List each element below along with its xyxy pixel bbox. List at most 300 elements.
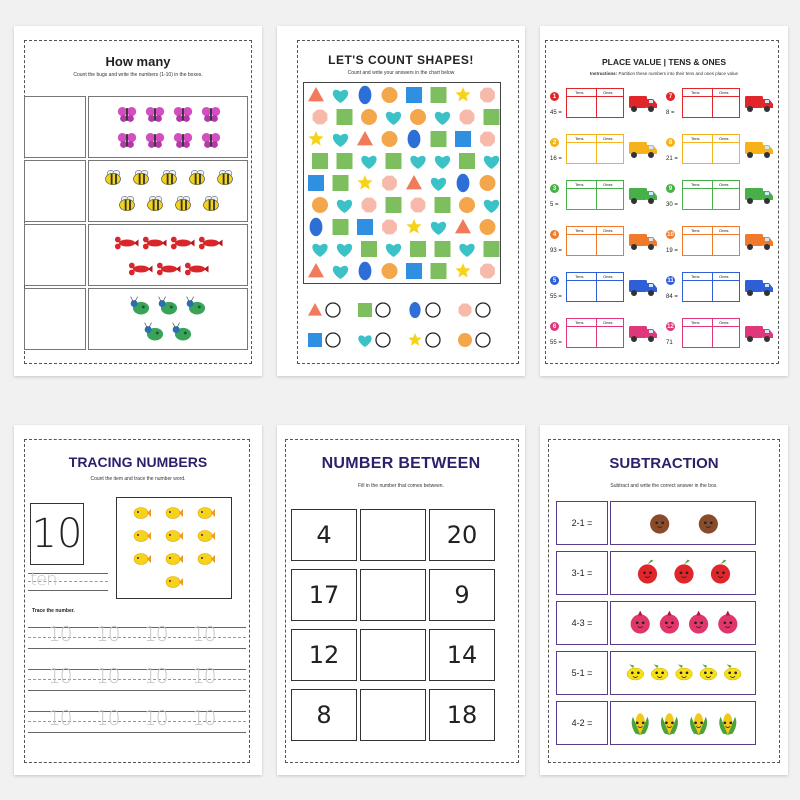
answer-box[interactable]: [360, 569, 426, 621]
number-to-partition: 84 =: [666, 294, 678, 300]
number-to-partition: 21 =: [666, 156, 678, 162]
heart-shape: [361, 156, 376, 169]
square-shape: [337, 109, 353, 125]
truck-icon: [744, 185, 774, 207]
fish-icon: [134, 554, 151, 565]
heart-shape: [431, 222, 446, 235]
instruction-text: Count the bugs and write the numbers (1-10) in the boxes.: [73, 72, 203, 78]
square-shape: [357, 219, 373, 235]
tens-header: Tens: [575, 228, 584, 233]
number-to-partition: 71: [666, 340, 673, 346]
trace-number: 10: [96, 622, 120, 646]
ones-header: Ones: [719, 320, 729, 325]
octagon-shape: [480, 264, 495, 279]
trace-guide: [28, 732, 246, 733]
chart-divider: [712, 319, 713, 347]
square-shape: [406, 87, 422, 103]
bug-picture-box: [88, 160, 248, 222]
triangle-shape: [308, 87, 324, 101]
bee-icon: [120, 196, 135, 210]
heart-shape: [435, 112, 450, 125]
lobster-icon: [129, 263, 153, 276]
page-title: LET'S COUNT SHAPES!: [328, 53, 474, 67]
circle-shape: [361, 109, 377, 125]
number-to-partition: 55 =: [550, 294, 562, 300]
answer-circle: [326, 303, 340, 317]
apple-icon: [711, 560, 730, 584]
square-shape: [333, 219, 349, 235]
oval-shape: [310, 218, 323, 236]
square-shape: [386, 153, 402, 169]
truck-icon: [628, 277, 658, 299]
chart-divider: [683, 142, 739, 143]
oval-shape: [359, 262, 372, 280]
fish-icon: [134, 531, 151, 542]
chart-divider: [596, 273, 597, 301]
page-title: PLACE VALUE | TENS & ONES: [601, 57, 727, 67]
circle-shape: [382, 131, 398, 147]
butterfly-icon: [174, 133, 192, 148]
trace-row[interactable]: [28, 621, 246, 651]
ones-header: Ones: [719, 136, 729, 141]
square-shape: [308, 175, 324, 191]
tens-header: Tens: [691, 320, 700, 325]
coconut-icon: [650, 514, 669, 533]
item-number-badge: 8: [666, 138, 675, 147]
item-number-badge: 11: [667, 277, 674, 284]
right-number-box: 20: [429, 509, 495, 561]
beetle-icon: [187, 297, 205, 315]
trace-row[interactable]: [28, 705, 246, 735]
truck-icon: [628, 185, 658, 207]
square-shape: [431, 131, 447, 147]
pomegranate-icon: [718, 611, 737, 634]
chart-divider: [567, 96, 623, 97]
square-shape: [386, 197, 402, 213]
beetle-icon: [159, 297, 177, 315]
fruit-picture-box: [610, 601, 756, 645]
bee-icon: [162, 170, 177, 184]
bee-icon: [134, 170, 149, 184]
tens-header: Tens: [575, 90, 584, 95]
shapes-field: [303, 82, 501, 284]
trace-number: 10: [48, 622, 72, 646]
ones-header: Ones: [603, 182, 613, 187]
circle-shape: [382, 87, 398, 103]
tens-ones-chart[interactable]: [682, 88, 740, 118]
bee-icon: [218, 170, 233, 184]
square-shape: [308, 333, 322, 347]
tens-ones-chart[interactable]: [566, 318, 624, 348]
chart-divider: [712, 227, 713, 255]
word-trace-line: [28, 571, 108, 593]
butterfly-icon: [146, 107, 164, 122]
truck-icon: [744, 139, 774, 161]
corn-icon: [661, 713, 678, 735]
trace-guide: [28, 648, 246, 649]
fish-count-box: [116, 497, 232, 599]
square-shape: [406, 263, 422, 279]
tens-ones-chart[interactable]: [682, 318, 740, 348]
tens-ones-chart[interactable]: [566, 134, 624, 164]
instruction-text: Count the item and trace the number word.: [90, 476, 186, 482]
chart-divider: [596, 181, 597, 209]
circle-shape: [459, 197, 475, 213]
star-shape: [308, 131, 323, 146]
item-number-badge: 2: [550, 138, 559, 147]
trace-number: 10: [144, 664, 168, 688]
ones-header: Ones: [719, 90, 729, 95]
worksheet-subtraction: [540, 425, 788, 775]
square-shape: [333, 175, 349, 191]
fruit-picture-box: [610, 701, 756, 745]
heart-shape: [386, 244, 401, 257]
chart-divider: [712, 135, 713, 163]
number-to-partition: 30 =: [666, 202, 678, 208]
chart-divider: [683, 188, 739, 189]
butterfly-icon: [202, 107, 220, 122]
item-number-badge: 6: [550, 322, 559, 331]
equation-box[interactable]: 5-1 =: [556, 651, 608, 695]
truck-icon: [628, 139, 658, 161]
chart-divider: [712, 89, 713, 117]
left-number-box: 4: [291, 509, 357, 561]
page-title: How many: [105, 54, 171, 69]
chart-divider: [567, 142, 623, 143]
answer-box[interactable]: [360, 509, 426, 561]
chart-divider: [712, 181, 713, 209]
answer-box[interactable]: [24, 96, 86, 158]
chart-divider: [683, 96, 739, 97]
trace-number: 10: [96, 706, 120, 730]
chart-divider: [567, 280, 623, 281]
trace-label: Trace the number.: [32, 608, 75, 614]
octagon-shape: [460, 110, 475, 125]
equation-box[interactable]: 4-3 =: [556, 601, 608, 645]
chart-divider: [596, 227, 597, 255]
chart-divider: [683, 234, 739, 235]
lemon-icon: [724, 664, 741, 680]
place-value-list: [540, 26, 788, 376]
heart-shape: [333, 90, 348, 103]
oval-shape: [359, 86, 372, 104]
answer-circle: [476, 303, 490, 317]
right-number-box: 18: [429, 689, 495, 741]
answer-circle: [476, 333, 490, 347]
number-to-partition: 19 =: [666, 248, 678, 254]
tens-ones-chart[interactable]: [566, 226, 624, 256]
tens-ones-chart[interactable]: [682, 134, 740, 164]
ones-header: Ones: [719, 274, 729, 279]
instruction-label: Instructions:: [589, 71, 618, 76]
oval-shape: [457, 174, 470, 192]
trace-guide: [28, 690, 246, 691]
oval-shape: [409, 302, 420, 318]
octagon-shape: [382, 220, 397, 235]
truck-icon: [628, 323, 658, 345]
fish-icon: [198, 554, 215, 565]
number-to-partition: 45 =: [550, 110, 562, 116]
chart-divider: [683, 280, 739, 281]
left-number-box: 17: [291, 569, 357, 621]
tens-ones-chart[interactable]: [682, 226, 740, 256]
triangle-shape: [357, 131, 373, 145]
chart-divider: [596, 135, 597, 163]
answer-box[interactable]: [360, 689, 426, 741]
lemon-icon: [676, 664, 693, 680]
answer-circle: [426, 333, 440, 347]
number-to-partition: 5 =: [550, 202, 559, 208]
heart-shape: [431, 178, 446, 191]
instruction-text: Fill in the number that comes between.: [358, 483, 444, 489]
heart-shape: [484, 200, 499, 213]
butterfly-icon: [146, 133, 164, 148]
star-shape: [408, 333, 421, 346]
star-shape: [406, 219, 421, 234]
bug-picture-box: [88, 224, 248, 286]
octagon-shape: [313, 110, 328, 125]
heart-shape: [337, 244, 352, 257]
heart-shape: [435, 156, 450, 169]
worksheet-place-value: [540, 26, 788, 376]
number-to-partition: 93 =: [550, 248, 562, 254]
square-shape: [435, 197, 451, 213]
trace-number: 10: [144, 706, 168, 730]
lemon-icon: [651, 664, 668, 680]
equation-box[interactable]: 3-1 =: [556, 551, 608, 595]
left-number-box: 8: [291, 689, 357, 741]
tens-header: Tens: [575, 320, 584, 325]
circle-shape: [312, 197, 328, 213]
bee-icon: [176, 196, 191, 210]
tens-ones-chart[interactable]: [566, 88, 624, 118]
worksheet-how-many: [14, 26, 262, 376]
tens-header: Tens: [691, 182, 700, 187]
square-shape: [459, 153, 475, 169]
bug-picture-box: [88, 96, 248, 158]
ones-header: Ones: [603, 90, 613, 95]
trace-row[interactable]: [28, 663, 246, 693]
lobster-icon: [143, 237, 167, 250]
butterfly-icon: [118, 107, 136, 122]
answer-circle: [376, 333, 390, 347]
shapes-answer-chart: [305, 296, 505, 356]
bee-icon: [204, 196, 219, 210]
trace-number: 10: [48, 664, 72, 688]
butterfly-icon: [202, 133, 220, 148]
truck-icon: [628, 231, 658, 253]
worksheet-count-shapes: [277, 26, 525, 376]
heart-shape: [386, 112, 401, 125]
trace-number: 10: [192, 706, 216, 730]
circle-shape: [382, 263, 398, 279]
instruction-text: Count and write your answers in the chart below: [347, 70, 455, 76]
square-shape: [484, 241, 500, 257]
tens-header: Tens: [575, 274, 584, 279]
circle-shape: [458, 333, 472, 347]
beetle-icon: [173, 323, 191, 341]
lobster-icon: [185, 263, 209, 276]
corn-icon: [632, 713, 649, 735]
square-shape: [312, 153, 328, 169]
pomegranate-icon: [660, 611, 679, 634]
instruction-text: Subtract and write the correct answer in the box.: [610, 483, 718, 489]
heart-shape: [410, 156, 425, 169]
trace-rows: [28, 621, 246, 751]
truck-icon: [744, 277, 774, 299]
fruit-picture-box: [610, 551, 756, 595]
number-between-grid: [291, 509, 511, 741]
answer-box[interactable]: [24, 224, 86, 286]
trace-number: 10: [144, 622, 168, 646]
right-number-box: 9: [429, 569, 495, 621]
tens-ones-chart[interactable]: [566, 272, 624, 302]
ones-header: Ones: [603, 320, 613, 325]
circle-shape: [410, 109, 426, 125]
chart-divider: [596, 319, 597, 347]
equation-box[interactable]: 2-1 =: [556, 501, 608, 545]
page-title: TRACING NUMBERS: [68, 454, 208, 470]
fish-icon: [166, 508, 183, 519]
chart-divider: [567, 188, 623, 189]
right-number-box: 14: [429, 629, 495, 681]
fish-icon: [198, 531, 215, 542]
answer-box[interactable]: [360, 629, 426, 681]
item-number-badge: 5: [550, 276, 559, 285]
chart-divider: [567, 234, 623, 235]
tens-header: Tens: [575, 182, 584, 187]
tens-header: Tens: [691, 274, 700, 279]
triangle-shape: [308, 303, 322, 316]
pomegranate-icon: [631, 611, 650, 634]
square-shape: [337, 153, 353, 169]
worksheet-tracing-numbers: [14, 425, 262, 775]
number-to-partition: 8 =: [666, 110, 675, 116]
lobster-icon: [171, 237, 195, 250]
item-number-badge: 12: [667, 323, 674, 330]
heart-shape: [484, 156, 499, 169]
chart-divider: [596, 89, 597, 117]
tens-header: Tens: [691, 228, 700, 233]
subtraction-rows: [556, 501, 774, 753]
chart-divider: [683, 326, 739, 327]
triangle-shape: [406, 175, 422, 189]
beetle-icon: [131, 297, 149, 315]
truck-icon: [744, 93, 774, 115]
fruit-picture-box: [610, 651, 756, 695]
item-number-badge: 4: [550, 230, 559, 239]
star-shape: [455, 87, 470, 102]
octagon-shape: [480, 132, 495, 147]
octagon-shape: [459, 304, 472, 317]
triangle-shape: [455, 219, 471, 233]
answer-circle: [326, 333, 340, 347]
heart-shape: [312, 244, 327, 257]
trace-number: 10: [96, 664, 120, 688]
page-title: NUMBER BETWEEN: [321, 455, 481, 472]
item-number-badge: 7: [666, 92, 675, 101]
answer-circle: [376, 303, 390, 317]
truck-icon: [744, 231, 774, 253]
star-shape: [357, 175, 372, 190]
octagon-shape: [362, 198, 377, 213]
octagon-shape: [480, 88, 495, 103]
fish-icon: [166, 531, 183, 542]
heart-shape: [333, 134, 348, 147]
square-shape: [484, 109, 500, 125]
fish-icon: [166, 577, 183, 588]
ones-header: Ones: [603, 136, 613, 141]
fish-icon: [134, 508, 151, 519]
ones-header: Ones: [603, 274, 613, 279]
answer-box[interactable]: [24, 160, 86, 222]
lobster-icon: [115, 237, 139, 250]
fruit-picture-box: [610, 501, 756, 545]
heart-shape: [358, 335, 371, 347]
fish-icon: [198, 508, 215, 519]
equation-box[interactable]: 4-2 =: [556, 701, 608, 745]
answer-circle: [426, 303, 440, 317]
item-number-badge: 1: [550, 92, 559, 101]
square-shape: [410, 241, 426, 257]
answer-box[interactable]: [24, 288, 86, 350]
tens-header: Tens: [691, 90, 700, 95]
octagon-shape: [411, 198, 426, 213]
heart-shape: [337, 200, 352, 213]
heart-shape: [459, 244, 474, 257]
item-number-badge: 9: [666, 184, 675, 193]
number-box: 10: [30, 503, 84, 565]
square-shape: [431, 87, 447, 103]
bee-icon: [106, 170, 121, 184]
left-number-box: 12: [291, 629, 357, 681]
lobster-icon: [157, 263, 181, 276]
lobster-icon: [199, 237, 223, 250]
tens-ones-chart[interactable]: [566, 180, 624, 210]
worksheet-number-between: [277, 425, 525, 775]
chart-divider: [567, 326, 623, 327]
triangle-shape: [308, 263, 324, 277]
lemon-icon: [700, 664, 717, 680]
octagon-shape: [382, 176, 397, 191]
butterfly-icon: [118, 133, 136, 148]
ones-header: Ones: [719, 182, 729, 187]
apple-icon: [638, 560, 657, 584]
tens-ones-chart[interactable]: [682, 272, 740, 302]
trace-number: 10: [192, 622, 216, 646]
star-shape: [455, 263, 470, 278]
corn-icon: [690, 713, 707, 735]
page-title: SUBTRACTION: [609, 455, 719, 472]
number-to-partition: 16 =: [550, 156, 562, 162]
bug-count-grid: [24, 96, 248, 350]
number-word-trace: ten: [30, 569, 57, 590]
chart-divider: [712, 273, 713, 301]
coconut-icon: [699, 514, 718, 533]
heart-shape: [333, 266, 348, 279]
tens-ones-chart[interactable]: [682, 180, 740, 210]
pomegranate-icon: [689, 611, 708, 634]
square-shape: [361, 241, 377, 257]
corn-icon: [719, 713, 736, 735]
bee-icon: [190, 170, 205, 184]
square-shape: [358, 303, 372, 317]
bee-icon: [148, 196, 163, 210]
truck-icon: [628, 93, 658, 115]
lemon-icon: [627, 664, 644, 680]
circle-shape: [480, 219, 496, 235]
apple-icon: [674, 560, 693, 584]
